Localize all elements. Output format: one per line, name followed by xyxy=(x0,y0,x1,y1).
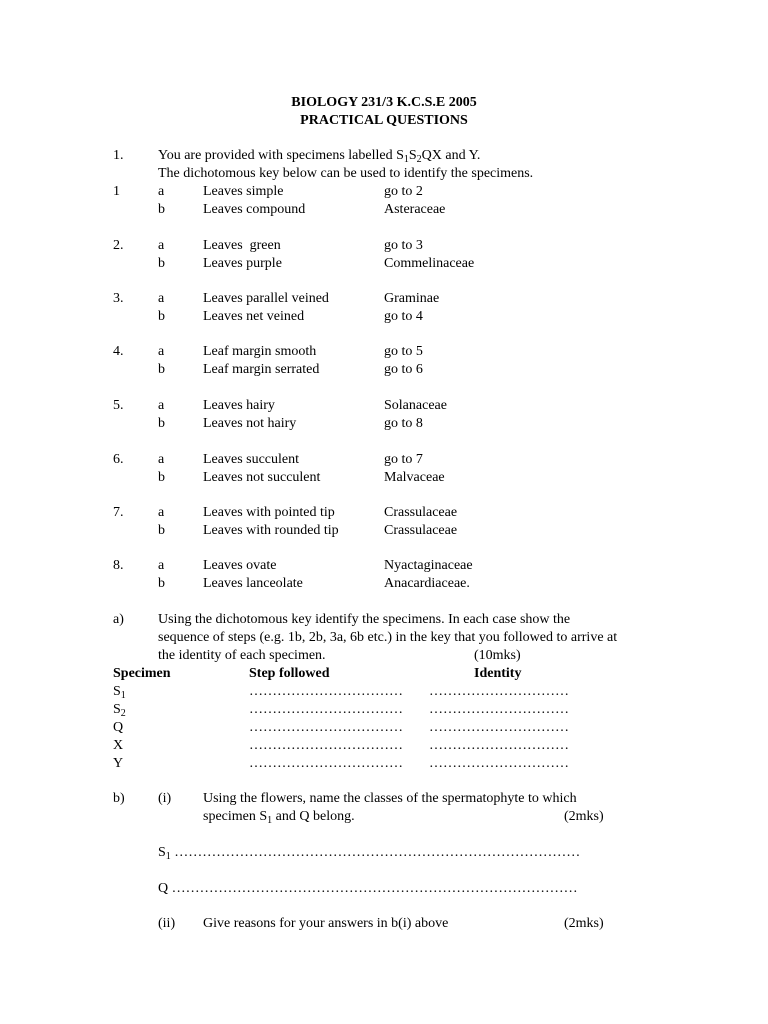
question-number: 1. xyxy=(113,148,124,163)
part-b-label: b) xyxy=(113,791,125,806)
key-option-text: Leaves compound xyxy=(203,202,306,217)
key-option-text: Leaves ovate xyxy=(203,558,277,573)
key-option-result: Crassulaceae xyxy=(384,523,458,538)
part-b-ii-instruction: Give reasons for your answers in b(i) above xyxy=(203,916,449,931)
key-option-text: Leaves not succulent xyxy=(203,470,321,485)
identity-answer-line: ………………………… xyxy=(429,702,569,717)
key-option-letter: b xyxy=(158,576,165,591)
part-a-marks: (10mks) xyxy=(474,648,521,663)
key-option-result: Graminae xyxy=(384,291,440,306)
specimen-label: X xyxy=(113,738,124,753)
part-b-i-instruction: Using the flowers, name the classes of the spermatophyte to which xyxy=(203,791,577,806)
key-step-number: 3. xyxy=(113,291,124,306)
exam-title: BIOLOGY 231/3 K.C.S.E 2005 xyxy=(291,95,477,110)
key-step-number: 6. xyxy=(113,452,124,467)
part-a-instruction: sequence of steps (e.g. 1b, 2b, 3a, 6b etc.) in the key that you followed to arrive at xyxy=(158,630,618,645)
steps-answer-line: …………………………… xyxy=(249,702,403,717)
key-option-letter: a xyxy=(158,291,165,306)
key-option-text: Leaves simple xyxy=(203,184,284,199)
identity-answer-line: ………………………… xyxy=(429,738,569,753)
key-option-result: go to 8 xyxy=(384,416,423,431)
question-intro: You are provided with specimens labelled $S_1S_2QX$ and Y. xyxy=(158,148,481,165)
key-option-text: Leaves lanceolate xyxy=(203,576,303,591)
exam-subtitle: PRACTICAL QUESTIONS xyxy=(300,113,468,128)
key-option-letter: b xyxy=(158,202,165,217)
key-option-letter: a xyxy=(158,184,165,199)
specimen-label: $S_2$ xyxy=(113,702,126,719)
part-b-ii-label: (ii) xyxy=(158,916,176,931)
specimen-label: Y xyxy=(113,756,124,771)
key-option-letter: b xyxy=(158,256,165,271)
part-b-ii-marks: (2mks) xyxy=(564,916,604,931)
key-step-number: 2. xyxy=(113,238,124,253)
key-option-text: Leaves parallel veined xyxy=(203,291,329,306)
identity-answer-line: ………………………… xyxy=(429,756,569,771)
key-option-result: go to 3 xyxy=(384,238,423,253)
key-option-text: Leaves green xyxy=(203,238,281,253)
key-option-letter: a xyxy=(158,558,165,573)
column-header-identity: Identity xyxy=(474,666,522,681)
key-option-letter: b xyxy=(158,309,165,324)
key-step-number: 4. xyxy=(113,344,124,359)
column-header-steps: Step followed xyxy=(249,666,330,681)
key-step-number: 8. xyxy=(113,558,124,573)
key-step-number: 5. xyxy=(113,398,124,413)
key-option-result: go to 6 xyxy=(384,362,423,377)
specimen-label: $S_1$ xyxy=(113,684,126,701)
key-option-result: go to 4 xyxy=(384,309,423,324)
key-option-text: Leaves succulent xyxy=(203,452,300,467)
key-option-result: Malvaceae xyxy=(384,470,445,485)
key-option-text: Leaf margin smooth xyxy=(203,344,317,359)
key-step-number: 7. xyxy=(113,505,124,520)
steps-answer-line: …………………………… xyxy=(249,684,403,699)
key-option-text: Leaves net veined xyxy=(203,309,305,324)
key-option-letter: a xyxy=(158,238,165,253)
key-option-result: go to 7 xyxy=(384,452,423,467)
s1-answer-line: $S_1$ …………………………………………………………………………… xyxy=(158,845,581,862)
key-option-text: Leaves purple xyxy=(203,256,282,271)
key-option-letter: b xyxy=(158,362,165,377)
key-option-letter: a xyxy=(158,398,165,413)
key-option-result: Asteraceae xyxy=(384,202,446,217)
key-option-text: Leaves with rounded tip xyxy=(203,523,339,538)
key-option-text: Leaf margin serrated xyxy=(203,362,320,377)
key-option-result: Commelinaceae xyxy=(384,256,475,271)
key-option-result: Nyactaginaceae xyxy=(384,558,473,573)
key-option-letter: a xyxy=(158,505,165,520)
part-b-i-instruction: specimen $S_1$ and Q belong. xyxy=(203,809,355,826)
key-option-result: Anacardiaceae. xyxy=(384,576,470,591)
part-b-i-marks: (2mks) xyxy=(564,809,604,824)
steps-answer-line: …………………………… xyxy=(249,756,403,771)
question-intro-line2: The dichotomous key below can be used to identify the specimens. xyxy=(158,166,534,181)
part-a-label: a) xyxy=(113,612,124,627)
identity-answer-line: ………………………… xyxy=(429,684,569,699)
key-option-text: Leaves with pointed tip xyxy=(203,505,335,520)
key-option-text: Leaves not hairy xyxy=(203,416,297,431)
q-answer-line: Q …………………………………………………………………………… xyxy=(158,881,578,896)
part-a-instruction: Using the dichotomous key identify the specimens. In each case show the xyxy=(158,612,571,627)
key-option-result: Solanaceae xyxy=(384,398,447,413)
specimen-label: Q xyxy=(113,720,124,735)
key-option-letter: b xyxy=(158,470,165,485)
key-option-letter: b xyxy=(158,416,165,431)
part-a-instruction: the identity of each specimen. xyxy=(158,648,326,663)
key-option-text: Leaves hairy xyxy=(203,398,275,413)
key-option-result: go to 5 xyxy=(384,344,423,359)
key-option-letter: a xyxy=(158,452,165,467)
key-option-result: go to 2 xyxy=(384,184,423,199)
identity-answer-line: ………………………… xyxy=(429,720,569,735)
key-option-letter: a xyxy=(158,344,165,359)
steps-answer-line: …………………………… xyxy=(249,738,403,753)
column-header-specimen: Specimen xyxy=(113,666,171,681)
key-option-result: Crassulaceae xyxy=(384,505,458,520)
key-step-number: 1 xyxy=(113,184,120,199)
key-option-letter: b xyxy=(158,523,165,538)
part-b-i-label: (i) xyxy=(158,791,172,806)
steps-answer-line: …………………………… xyxy=(249,720,403,735)
